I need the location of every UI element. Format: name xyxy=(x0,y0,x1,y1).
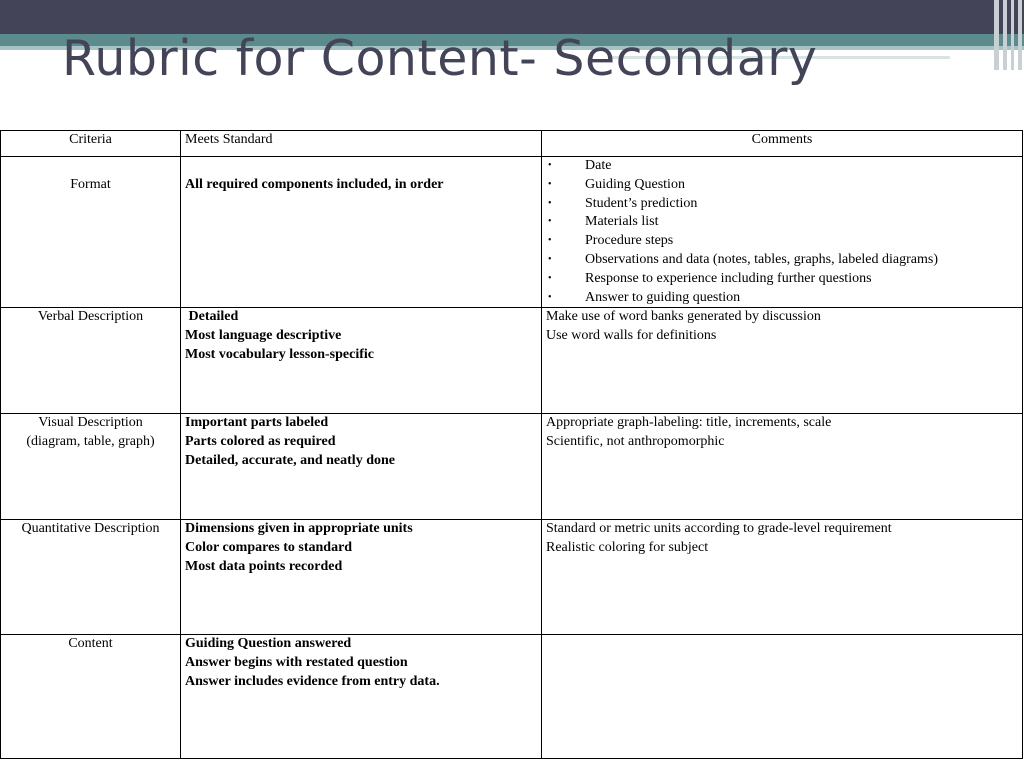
comments-cell xyxy=(542,308,1023,414)
comments-bullet-list xyxy=(546,157,1018,307)
standard-cell xyxy=(181,157,542,308)
standard-text: Detailed, accurate, and neatly done xyxy=(185,452,395,468)
table-row xyxy=(1,520,1023,635)
criteria-text: Format xyxy=(70,177,111,192)
table-row xyxy=(1,414,1023,520)
standard-text: All required components included, in order xyxy=(185,177,444,192)
slide-title: Rubric for Content- Secondary xyxy=(62,30,818,87)
standard-cell xyxy=(181,414,542,520)
standard-text: Parts colored as required xyxy=(185,434,336,450)
criteria-text: (diagram, table, graph) xyxy=(26,434,155,450)
comment-text: Use word walls for definitions xyxy=(546,328,717,344)
comments-cell xyxy=(542,635,1023,759)
list-item: • Observations and data (notes, tables, graphs, labeled diagrams) xyxy=(546,251,1018,270)
standard-text: Most data points recorded xyxy=(185,558,343,574)
comment-text: Scientific, not anthropomorphic xyxy=(546,434,725,450)
criteria-text: Visual Description xyxy=(38,415,143,431)
list-item: • Procedure steps xyxy=(546,232,1018,251)
criteria-cell xyxy=(1,635,181,759)
criteria-text: Content xyxy=(68,636,113,652)
standard-text: Guiding Question answered xyxy=(185,636,352,652)
list-item: • Guiding Question xyxy=(546,176,1018,195)
standard-cell xyxy=(181,308,542,414)
criteria-cell xyxy=(1,520,181,635)
header-dark-band xyxy=(0,0,1024,34)
standard-text: Color compares to standard xyxy=(185,540,353,556)
criteria-text: Verbal Description xyxy=(37,309,144,325)
list-item: • Materials list xyxy=(546,213,1018,232)
table-header-row xyxy=(1,131,1023,157)
table-row xyxy=(1,308,1023,414)
list-item: • Date xyxy=(546,157,1018,176)
header-right-stripes xyxy=(990,0,1024,70)
standard-text: Detailed xyxy=(185,309,239,325)
criteria-cell xyxy=(1,157,181,308)
comment-text: Standard or metric units according to grade-level requirement xyxy=(546,521,892,537)
header-criteria: Criteria xyxy=(1,131,181,157)
comment-text: Realistic coloring for subject xyxy=(546,540,709,556)
list-item: • Response to experience including further questions xyxy=(546,270,1018,289)
rubric-table xyxy=(0,130,1023,759)
comments-cell xyxy=(542,520,1023,635)
list-item: • Student’s prediction xyxy=(546,195,1018,214)
standard-cell xyxy=(181,635,542,759)
header-meets-standard: Meets Standard xyxy=(181,131,542,157)
table-row xyxy=(1,635,1023,759)
standard-text: Important parts labeled xyxy=(185,415,329,431)
comments-cell xyxy=(542,414,1023,520)
criteria-cell xyxy=(1,308,181,414)
criteria-cell xyxy=(1,414,181,520)
standard-text: Answer includes evidence from entry data. xyxy=(185,673,440,689)
list-item: • Answer to guiding question xyxy=(546,289,1018,308)
standard-text: Dimensions given in appropriate units xyxy=(185,521,413,537)
criteria-text: Quantitative Description xyxy=(21,521,160,537)
comment-text: Appropriate graph-labeling: title, increments, scale xyxy=(546,415,832,431)
table-row xyxy=(1,157,1023,308)
standard-text: Most language descriptive xyxy=(185,328,342,344)
standard-text: Most vocabulary lesson-specific xyxy=(185,346,374,362)
comment-text: Make use of word banks generated by discussion xyxy=(546,309,821,325)
comments-cell xyxy=(542,157,1023,308)
header-comments: Comments xyxy=(542,131,1023,157)
standard-text: Answer begins with restated question xyxy=(185,655,408,671)
standard-cell xyxy=(181,520,542,635)
